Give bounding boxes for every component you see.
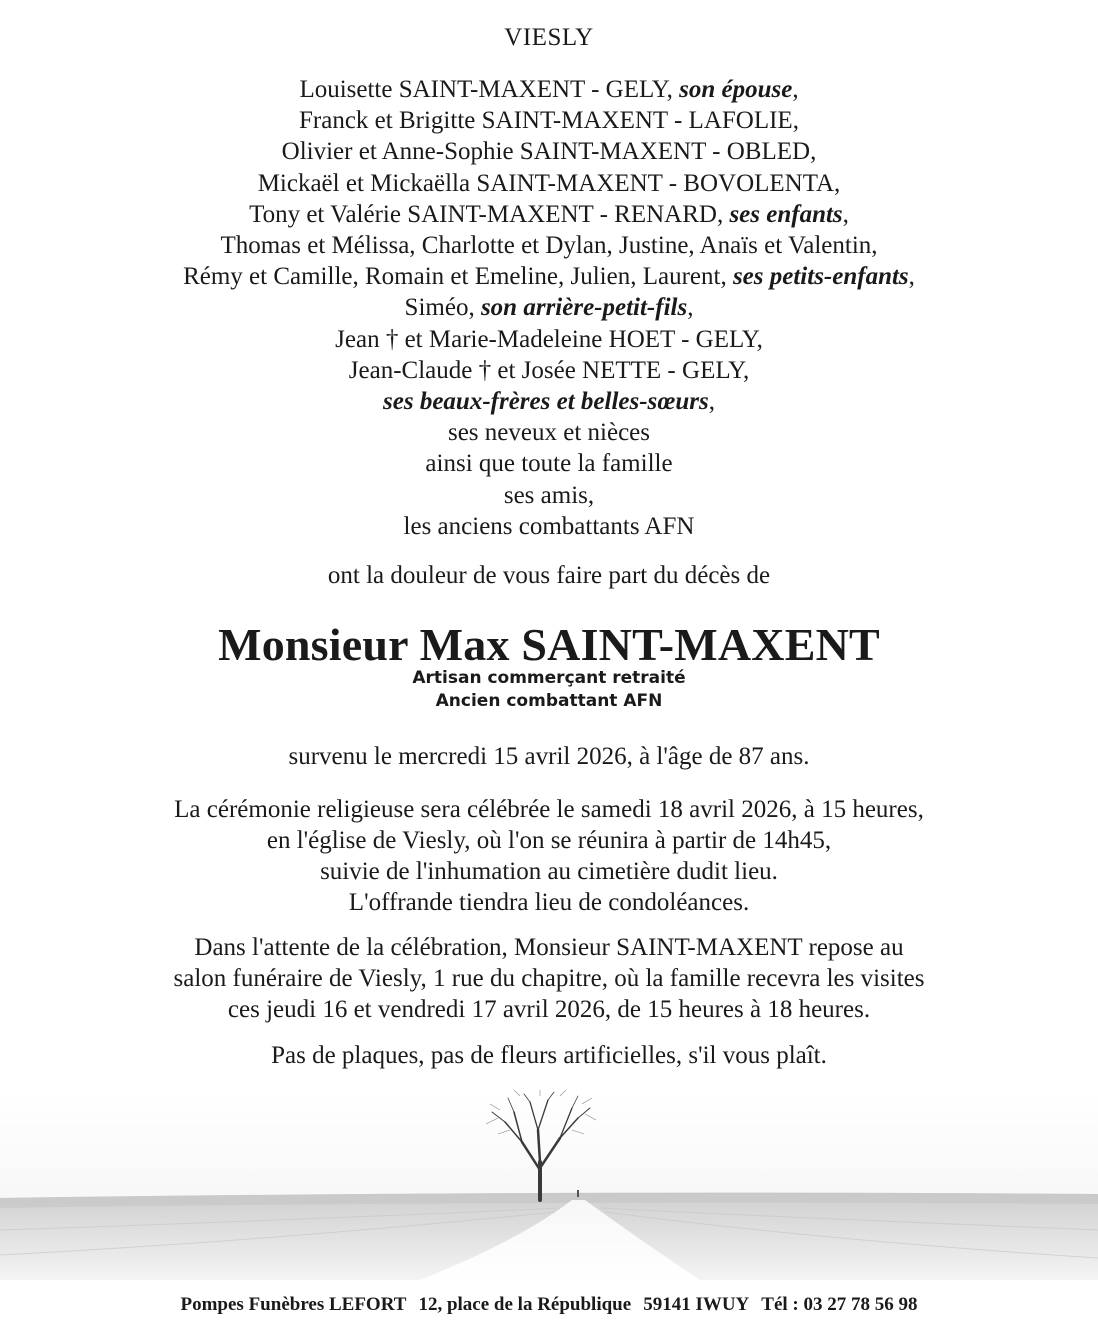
visitation-line: salon funéraire de Viesly, 1 rue du chapitre, où la famille recevra les visites — [173, 965, 925, 992]
tree-landscape-image — [0, 1090, 1098, 1280]
deceased-name: Monsieur Max SAINT-MAXENT — [218, 619, 880, 670]
family-line: Mickaël et Mickaëlla SAINT-MAXENT - BOVOLENTA, — [257, 169, 841, 197]
funeral-home-footer — [0, 1294, 1098, 1316]
family-line: ses neveux et nièces — [447, 419, 650, 447]
family-line: Jean † et Marie-Madeleine HOET - GELY, — [335, 325, 763, 353]
ceremony-line: L'offrande tiendra lieu de condoléances. — [348, 889, 750, 916]
family-line: ses beaux-frères et belles-sœurs, — [383, 388, 715, 416]
family-line: les anciens combattants AFN — [403, 512, 695, 540]
flowers-note: Pas de plaques, pas de fleurs artificielles, s'il vous plaît. — [271, 1042, 827, 1069]
death-date-line: survenu le mercredi 15 avril 2026, à l'âge de 87 ans. — [288, 743, 810, 770]
funeral-home-name: Pompes Funèbres LEFORT — [180, 1294, 407, 1315]
family-line: Olivier et Anne-Sophie SAINT-MAXENT - OBLED, — [281, 138, 817, 166]
ceremony-line: suivie de l'inhumation au cimetière dudit lieu. — [320, 858, 778, 885]
announcement-intro: ont la douleur de vous faire part du décès de — [327, 562, 771, 589]
visitation-line: Dans l'attente de la célébration, Monsieur SAINT-MAXENT repose au — [194, 934, 904, 961]
family-line: Rémy et Camille, Romain et Emeline, Julien, Laurent, ses petits-enfants, — [183, 263, 915, 291]
family-line: Louisette SAINT-MAXENT - GELY, son épouse, — [299, 76, 799, 103]
family-list — [0, 74, 1098, 542]
visitation-paragraph — [0, 932, 1098, 1025]
family-line: Siméo, son arrière-petit-fils, — [404, 294, 694, 322]
funeral-home-phone: Tél : 03 27 78 56 98 — [761, 1294, 918, 1315]
ceremony-line: en l'église de Viesly, où l'on se réunira à partir de 14h45, — [266, 827, 832, 854]
family-line: ainsi que toute la famille — [425, 450, 673, 478]
family-line: Thomas et Mélissa, Charlotte et Dylan, Justine, Anaïs et Valentin, — [220, 232, 878, 260]
ceremony-line: La cérémonie religieuse sera célébrée le samedi 18 avril 2026, à 15 heures, — [174, 796, 924, 823]
visitation-line: ces jeudi 16 et vendredi 17 avril 2026, de 15 heures à 18 heures. — [227, 996, 871, 1023]
family-line: Franck et Brigitte SAINT-MAXENT - LAFOLIE, — [299, 107, 799, 135]
ceremony-paragraph — [0, 794, 1098, 918]
deceased-titles — [0, 667, 1098, 713]
family-line: Tony et Valérie SAINT-MAXENT - RENARD, ses enfants, — [249, 200, 849, 228]
family-line: ses amis, — [503, 481, 595, 509]
funeral-home-city: 59141 IWUY — [643, 1294, 750, 1315]
family-line: Jean-Claude † et Josée NETTE - GELY, — [348, 356, 750, 384]
deceased-title: Artisan commerçant retraité — [412, 668, 686, 688]
town-heading: VIESLY — [504, 24, 594, 51]
deceased-title: Ancien combattant AFN — [435, 691, 663, 711]
funeral-home-address: 12, place de la République — [418, 1294, 632, 1315]
